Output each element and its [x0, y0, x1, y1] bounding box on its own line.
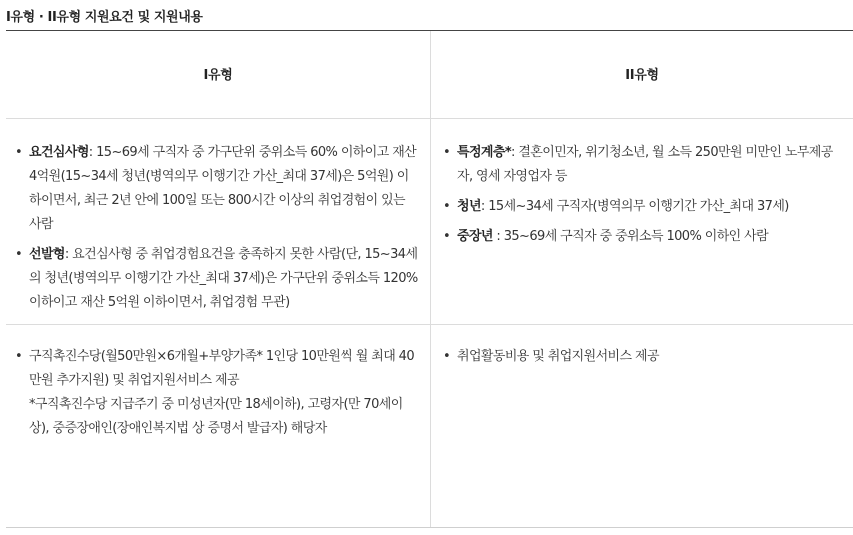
bullet-icon: • — [443, 349, 451, 364]
item-note: *구직촉진수당 지급주기 중 미성년자(만 18세이하), 고령자(만 70세이상), 중증장애인(장애인복지법 상 증명서 발급자) 해당자 — [29, 397, 403, 436]
row-divider-header — [6, 118, 853, 119]
list-item-youth — [440, 195, 848, 219]
item-text: 취업활동비용 및 취업지원서비스 제공 — [457, 349, 659, 364]
item-text: : 15~69세 구직자 중 가구단위 중위소득 60% 이하이고 재산 4억원(15~34세 청년(병역의무 이행기간 가산_최대 37세)은 5억원) 이하이면서, 최근 2년 안에 100일 또는 800시간 이상의 취업경험이 있는 사람 — [29, 145, 417, 232]
bullet-icon: • — [15, 349, 23, 364]
item-text: : 35~69세 구직자 중 중위소득 100% 이하인 사람 — [492, 229, 769, 244]
bullet-icon: • — [443, 145, 451, 160]
list-item-job-seeking-allowance — [12, 345, 420, 441]
bullet-icon: • — [15, 145, 23, 160]
type1-eligibility-cell — [12, 141, 420, 321]
item-text: : 15세~34세 구직자(병역의무 이행기간 가산_최대 37세) — [480, 199, 789, 214]
type1-support-cell — [12, 345, 420, 447]
column-header-type2: II유형 — [625, 68, 659, 83]
item-label: 중장년 — [457, 229, 493, 244]
bullet-icon: • — [443, 199, 451, 214]
item-label: 특정계층* — [457, 145, 512, 160]
list-item-middle-aged — [440, 225, 848, 249]
list-item-job-activity-cost — [440, 345, 848, 369]
list-item-screening-type — [12, 141, 420, 237]
bullet-icon: • — [443, 229, 451, 244]
page-title: I유형 · II유형 지원요건 및 지원내용 — [6, 10, 203, 25]
support-requirements-table — [6, 30, 853, 528]
item-label: 요건심사형 — [29, 145, 89, 160]
item-label: 청년 — [457, 199, 481, 214]
item-text: : 결혼이민자, 위기청소년, 월 소득 250만원 미만인 노무제공자, 영세 자영업자 등 — [457, 145, 833, 184]
type2-eligibility-cell — [440, 141, 848, 255]
item-text: : 요건심사형 중 취업경험요건을 충족하지 못한 사람(단, 15~34세의 청년(병역의무 이행기간 가산_최대 37세)은 가구단위 중위소득 120% 이하이고 재산 5억원 이하이면서, 취업경험 무관) — [29, 247, 418, 310]
item-text: 구직촉진수당(월50만원×6개월+부양가족* 1인당 10만원씩 월 최대 40만원 추가지원) 및 취업지원서비스 제공 — [29, 349, 415, 388]
list-item-special-group — [440, 141, 848, 189]
column-divider — [430, 31, 431, 527]
column-header-type1: I유형 — [203, 68, 233, 83]
row-divider-content — [6, 324, 853, 325]
type2-support-cell — [440, 345, 848, 375]
item-label: 선발형 — [29, 247, 65, 262]
bullet-icon: • — [15, 247, 23, 262]
list-item-selection-type — [12, 243, 426, 315]
